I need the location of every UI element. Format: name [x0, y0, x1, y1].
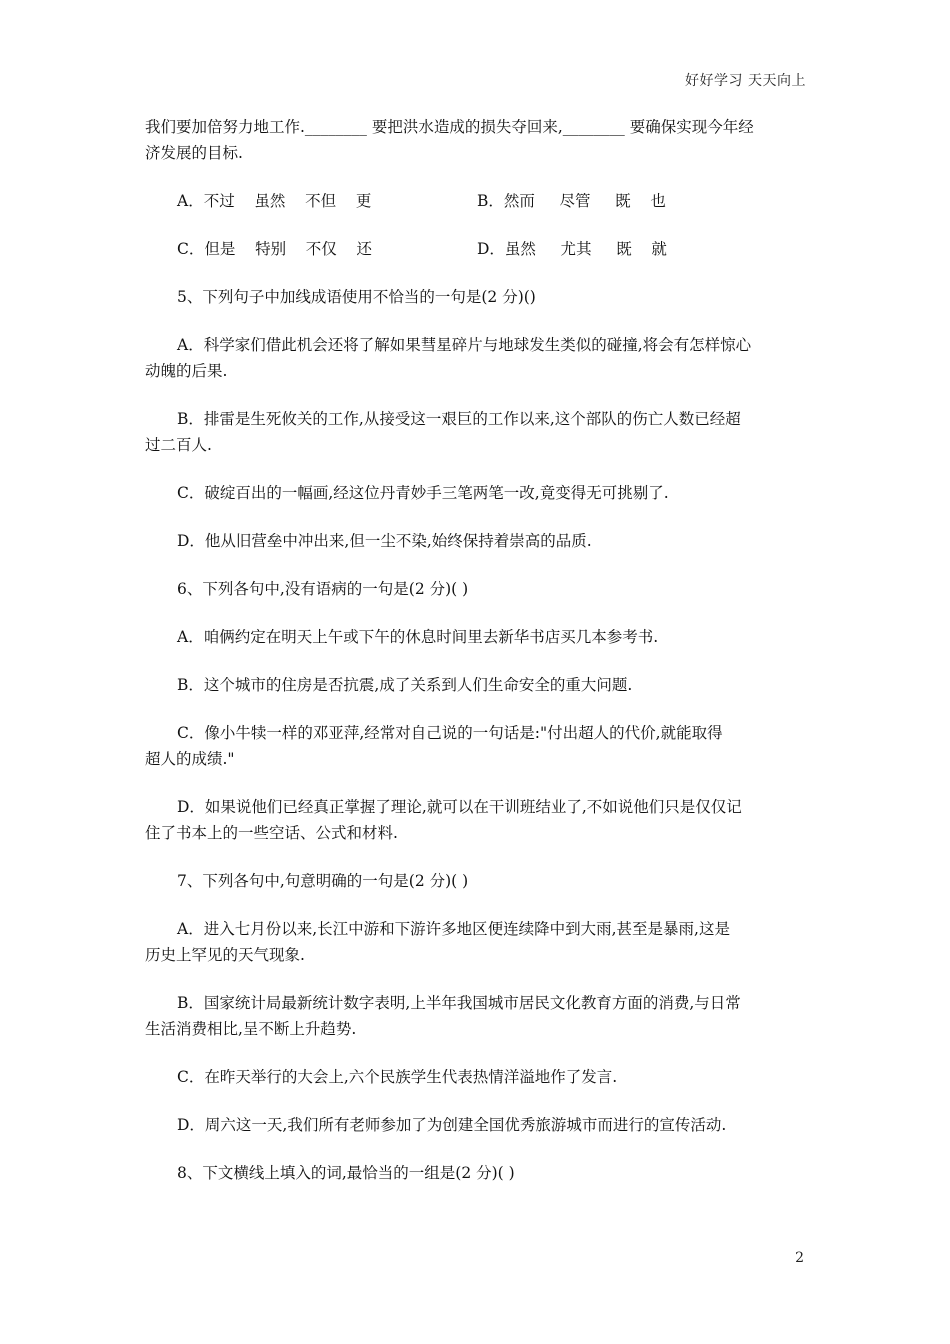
q5-stem-text: 5、下列句子中加线成语使用不恰当的一句是(2 分)()	[177, 288, 536, 306]
q4-options-row-1	[145, 188, 810, 214]
q6-option-b	[145, 672, 810, 698]
q7-option-b-line-1: B．国家统计局最新统计数字表明,上半年我国城市居民文化教育方面的消费,与日常	[177, 994, 741, 1012]
q4-option-a: A．不过 虽然 不但 更	[177, 192, 372, 210]
q5-option-b-line-2: 过二百人.	[145, 436, 212, 454]
page-number: 2	[795, 1250, 804, 1266]
q8-stem	[145, 1160, 810, 1186]
q7-option-d-text: D．周六这一天,我们所有老师参加了为创建全国优秀旅游城市而进行的宣传活动.	[177, 1116, 727, 1134]
q6-option-d-line-1: D．如果说他们已经真正掌握了理论,就可以在干训班结业了,不如说他们只是仅仅记	[177, 798, 742, 816]
q6-option-c-line-1: C．像小牛犊一样的邓亚萍,经常对自己说的一句话是:"付出超人的代价,就能取得	[177, 724, 723, 742]
q8-stem-text: 8、下文横线上填入的词,最恰当的一组是(2 分)( )	[177, 1164, 515, 1182]
q6-option-a	[145, 624, 810, 650]
q6-option-d	[145, 794, 810, 846]
q6-stem	[145, 576, 810, 602]
intro-line-2: 济发展的目标.	[145, 144, 243, 162]
q7-stem-text: 7、下列各句中,句意明确的一句是(2 分)( )	[177, 872, 469, 890]
q5-option-d-text: D．他从旧营垒中冲出来,但一尘不染,始终保持着崇高的品质.	[177, 532, 592, 550]
q6-option-c-line-2: 超人的成绩."	[145, 750, 235, 768]
q6-option-b-text: B．这个城市的住房是否抗震,成了关系到人们生命安全的重大问题.	[177, 676, 633, 694]
page-header: 好好学习 天天向上	[685, 73, 806, 89]
intro-paragraph	[145, 114, 810, 166]
q5-option-a-line-2: 动魄的后果.	[145, 362, 228, 380]
q5-stem	[145, 284, 810, 310]
q4-options-row-2	[145, 236, 810, 262]
q5-option-c-text: C．破绽百出的一幅画,经这位丹青妙手三笔两笔一改,竟变得无可挑剔了.	[177, 484, 669, 502]
q5-option-c	[145, 480, 810, 506]
q5-option-d	[145, 528, 810, 554]
q5-option-a	[145, 332, 810, 384]
intro-line-1: 我们要加倍努力地工作.________ 要把洪水造成的损失夺回来,________ 要确保实现今年经	[145, 118, 754, 136]
q6-stem-text: 6、下列各句中,没有语病的一句是(2 分)( )	[177, 580, 469, 598]
q4-option-b: B．然而 尽管 既 也	[477, 192, 666, 210]
document-body	[145, 114, 810, 1208]
q7-stem	[145, 868, 810, 894]
q7-option-a-line-1: A．进入七月份以来,长江中游和下游许多地区便连续降中到大雨,甚至是暴雨,这是	[177, 920, 730, 938]
q7-option-a	[145, 916, 810, 968]
q7-option-c-text: C．在昨天举行的大会上,六个民族学生代表热情洋溢地作了发言.	[177, 1068, 618, 1086]
q7-option-b	[145, 990, 810, 1042]
q5-option-b-line-1: B．排雷是生死攸关的工作,从接受这一艰巨的工作以来,这个部队的伤亡人数已经超	[177, 410, 741, 428]
q5-option-a-line-1: A．科学家们借此机会还将了解如果彗星碎片与地球发生类似的碰撞,将会有怎样惊心	[177, 336, 752, 354]
q7-option-d	[145, 1112, 810, 1138]
q4-option-d: D．虽然 尤其 既 就	[477, 240, 667, 258]
q7-option-b-line-2: 生活消费相比,呈不断上升趋势.	[145, 1020, 357, 1038]
q4-option-c: C．但是 特别 不仅 还	[177, 240, 372, 258]
q7-option-c	[145, 1064, 810, 1090]
q5-option-b	[145, 406, 810, 458]
q7-option-a-line-2: 历史上罕见的天气现象.	[145, 946, 305, 964]
q6-option-a-text: A．咱俩约定在明天上午或下午的休息时间里去新华书店买几本参考书.	[177, 628, 659, 646]
q6-option-d-line-2: 住了书本上的一些空话、公式和材料.	[145, 824, 398, 842]
q6-option-c	[145, 720, 810, 772]
